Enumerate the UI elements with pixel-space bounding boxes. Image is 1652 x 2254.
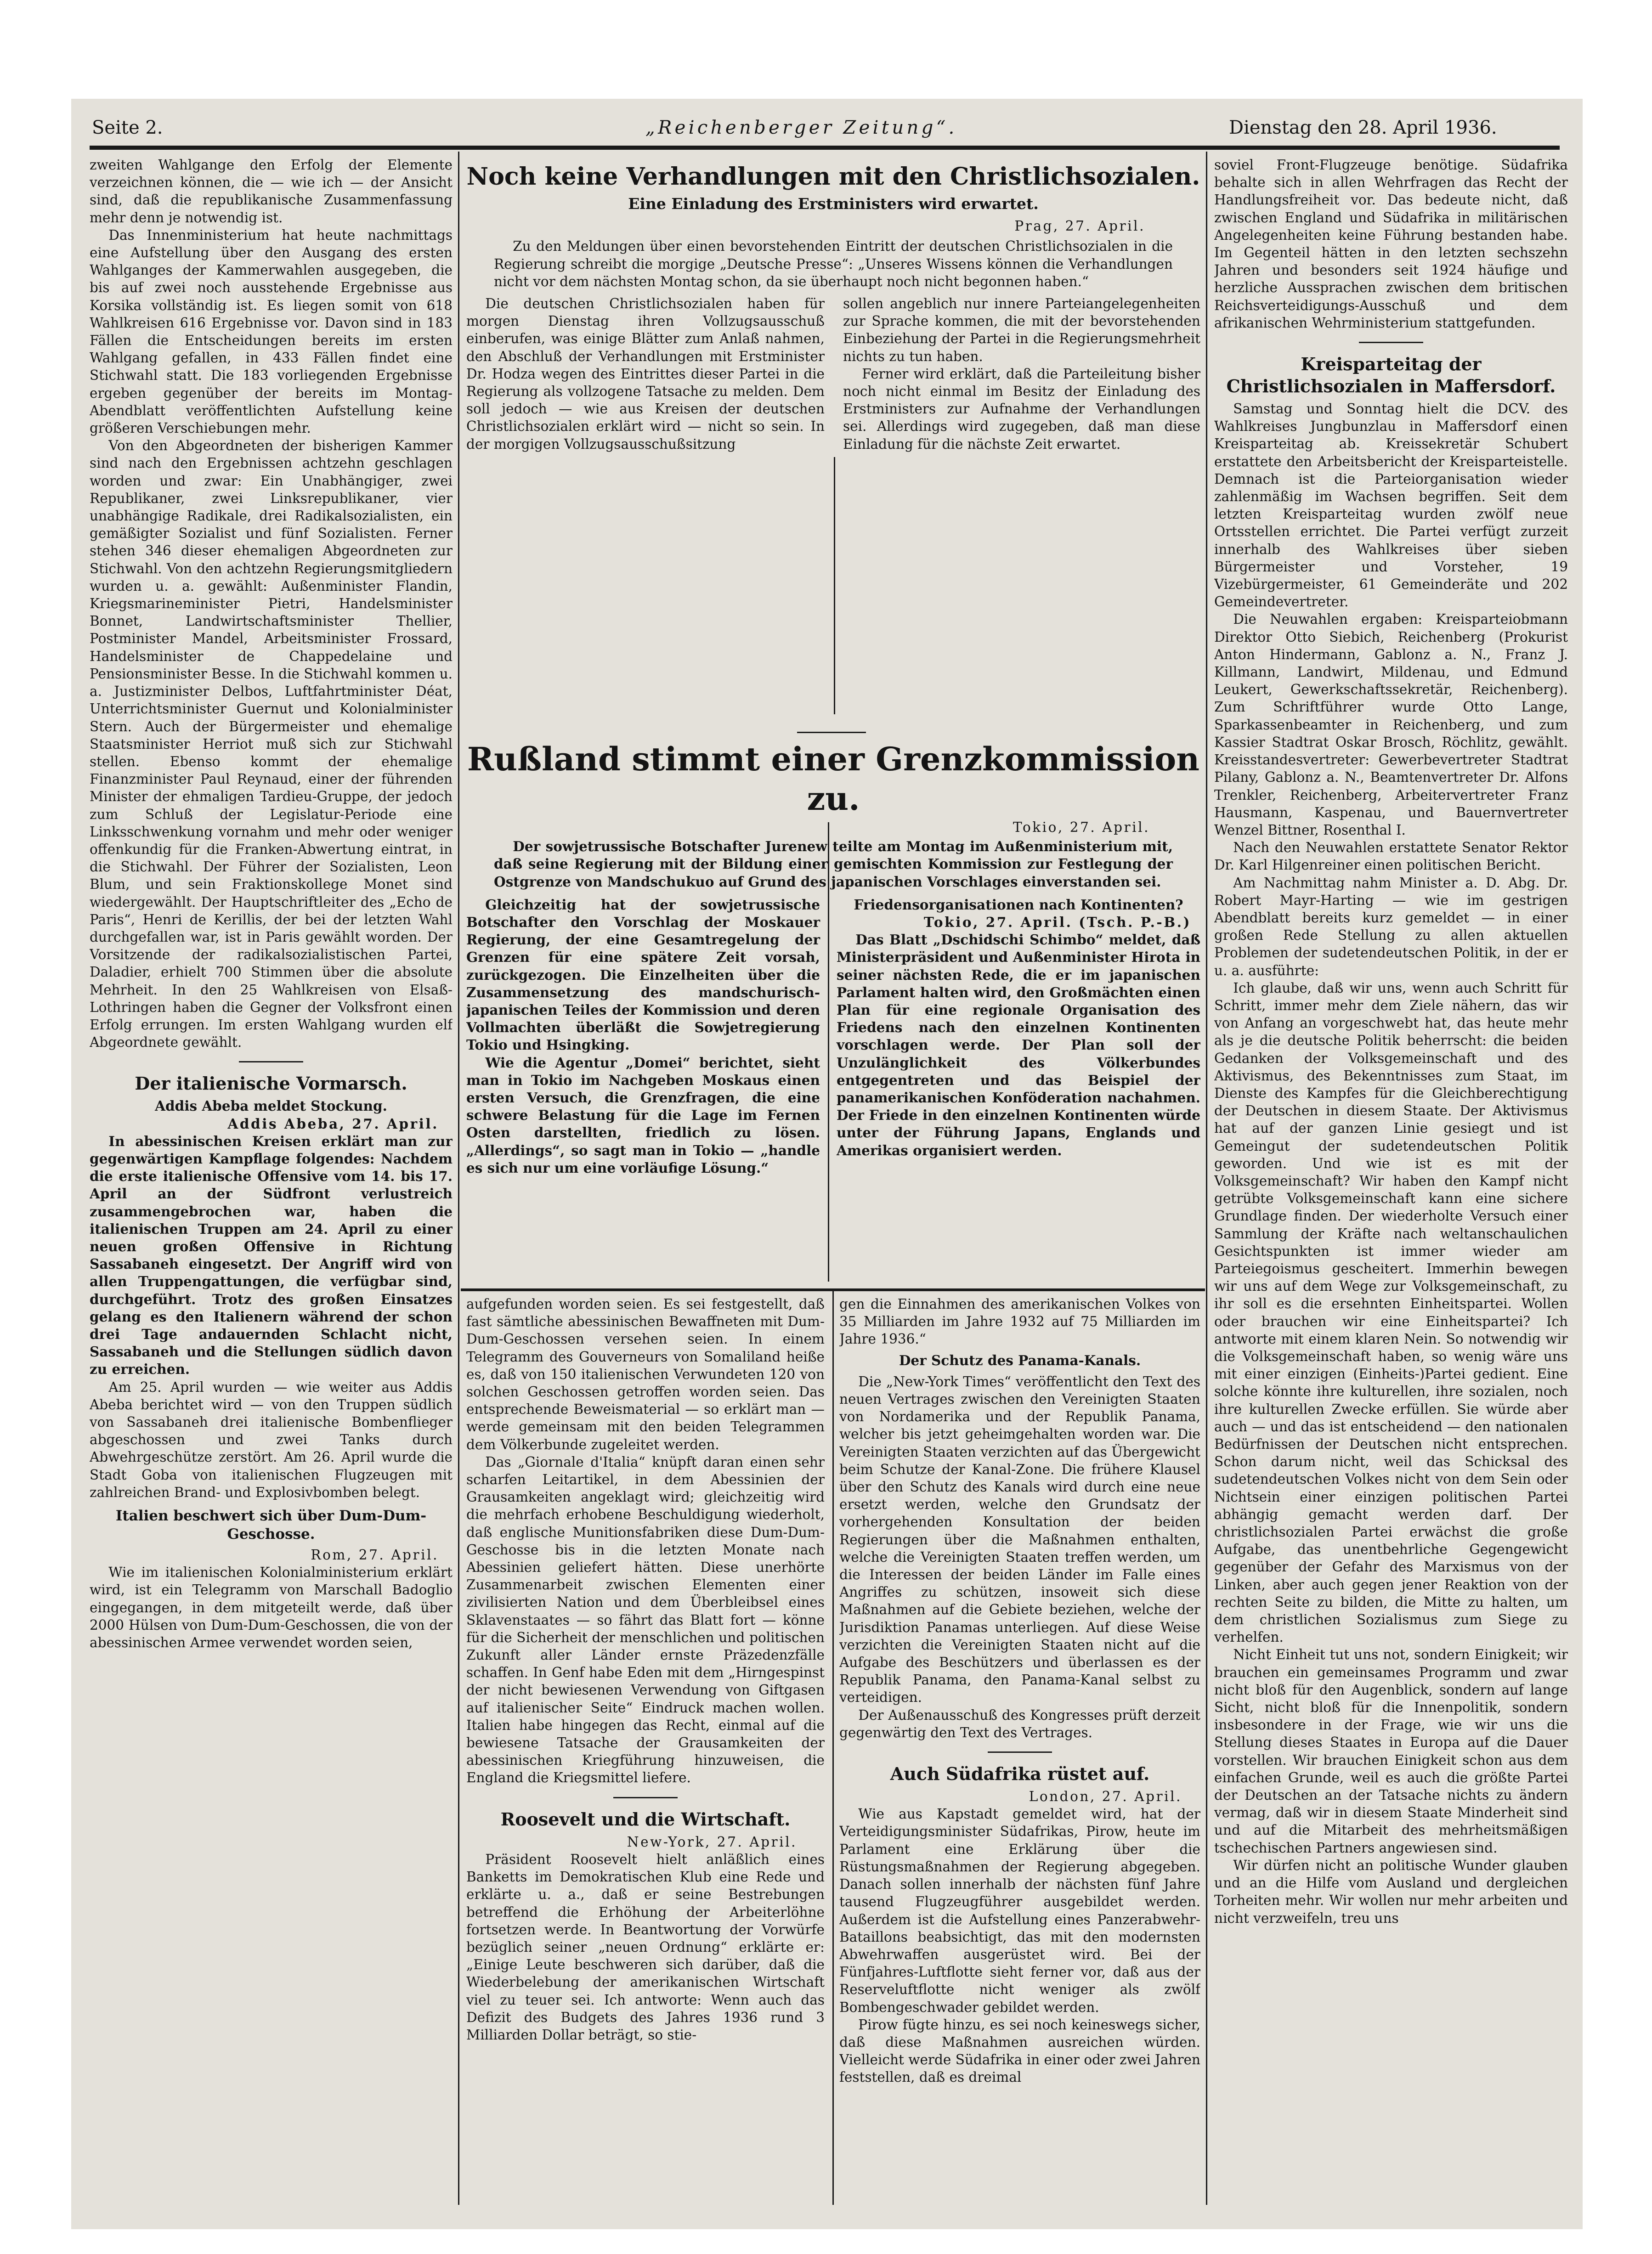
- paragraph: Wie die Agentur „Domei“ berichtet, sieht man in Tokio im Nachgeben Moskaus einen ersten Versuch, die Grenzfragen, die eine schwere Belastung für die Lage im Fernen Osten darstellten, friedlich zu lösen. „Allerdings“, so sagt man in Tokio — „handle es sich nur um eine vorläufige Lösung.“: [466, 1054, 820, 1176]
- headline-kreisparteitag: Kreisparteitag der Christlichsozialen in Maffersdorf.: [1226, 354, 1556, 397]
- column-rule-1: [458, 152, 459, 2205]
- paragraph: gen die Einnahmen des amerikanischen Volkes von 35 Milliarden im Jahre 1932 auf 75 Milliarden im Jahre 1936.“: [839, 1296, 1200, 1347]
- paragraph: Ich glaube, daß wir uns, wenn auch Schritt für Schritt, immer mehr dem Ziele nähern, das wir von Anfang an vorgeschwebt hat, das heute mehr als je die deutsche Politik beherrscht: die beiden Gedanken der Volksgemeinschaft und des Aktivismus, des Bekenntnisses zum Staat, im Dienste des Kampfes für die Gleichberechtigung der Deutschen in diesem Staate. Der Aktivismus hat auf der ganzen Linie gesiegt und ist Gemeingut der sudetendeutschen Politik geworden. Und wie ist es mit der Volksgemeinschaft? Wir haben den Kampf nicht getrübte Volksgemeinschaft kann eine sichere Grundlage finden. Der wiederholte Versuch einer Sammlung der Kräfte nach weltanschaulichen Gesichtspunkten ist immer wieder am Parteiegoismus gescheitert. Immerhin bewegen wir uns auf dem Wege zur Volksgemeinschaft, zu ihr soll es die ersehnten Einheitspartei. Wollen oder brauchen wir eine Einheitspartei? Ich antworte mit einem klaren Nein. So notwendig wir die Volksgemeinschaft haben, so wenig wäre uns mit einer einzigen (Einheits-)Partei gedient. Eine solche könnte ihre kulturellen, ihre sozialen, noch ihre kulturellen Zwecke erfüllen. Sie würde aber auch — und das ist entscheidend — den nationalen Bedürfnissen der Deutschen nicht entsprechen. Schon darum nicht, weil das Schicksal des sudetendeutschen Volkes nicht von dem Sein oder Nichtsein einer einzigen politischen Partei abhängig gemacht werden darf. Der christlichsozialen Partei erwächst die große Aufgabe, das unentbehrliche Gegengewicht gegenüber der Gefahr des Marxismus von der Linken, aber auch gegen jener Reaktion von der rechten Seite zu bilden, die Mitte zu halten, um dem christlichen Sozialismus zum Siege zu verhelfen.: [1214, 980, 1568, 1645]
- paragraph: Nicht Einheit tut uns not, sondern Einigkeit; wir brauchen ein gemeinsames Programm und zwar nicht bloß für den Augenblick, sondern auf lange Sicht, nicht bloß für die Innenpolitik, sondern insbesondere in der Frage, wie wir uns die Stellung dieses Staates in Europa auf die Dauer vorstellen. Wir brauchen Einigkeit schon aus dem einfachen Grunde, weil es auch die größte Partei der Deutschen an der Tatsache nichts zu ändern vermag, daß wir in diesem Staate Minderheit sind und auf die Mitarbeit des mehrheitsmäßigen tschechischen Partners angewiesen sind.: [1214, 1647, 1568, 1856]
- dateline: Tokio, 27. April.: [1013, 819, 1150, 835]
- headline-south-africa: Auch Südafrika rüstet auf.: [890, 1763, 1150, 1785]
- paragraph: Die Neuwahlen ergaben: Kreisparteiobmann Direktor Otto Siebich, Reichenberg (Prokurist Anton Hindermann, Gablonz a. N., Franz J. Killmann, Landwirt, Mildenau, und Edmund Leukert, Gewerkschaftssekretär, Reichenberg). Zum Schriftführer wurde Otto Lange, Sparkassenbeamter in Reichenberg, und zum Kassier Stadtrat Oskar Brosch, Röchlitz, gewählt. Kreisstandesvertreter: Gewerbevertreter Stadtrat Pilany, Gablonz a. N., Beamtenvertreter Dr. Alfons Trenkler, Reichenberg, Arbeitervertreter Franz Hausmann, Kaspenau, und Bauernvertreter Wenzel Bittner, Rosenthal I.: [1214, 611, 1568, 838]
- subheadline-panama: Der Schutz des Panama-Kanals.: [899, 1352, 1141, 1368]
- dateline: Rom, 27. April.: [311, 1547, 439, 1563]
- paragraph: Pirow fügte hinzu, es sei noch keineswegs sicher, daß diese Maßnahmen ausreichen würden. Vielleicht werde Südafrika in einer oder zwei Jahren feststellen, daß es dreimal: [839, 2017, 1200, 2085]
- article-left-column: [466, 295, 825, 453]
- lead-paragraph: Der sowjetrussische Botschafter Jurenew teilte am Montag im Außenministerium mit, daß seine Regierung mit der Bildung einer gemischten Kommission zur Festlegung der Ostgrenze von Mandschukuo auf Grund des japanischen Vorschlages einverstanden sei.: [494, 838, 1173, 890]
- dateline: Prag, 27. April.: [1014, 218, 1145, 234]
- paragraph: soviel Front-Flugzeuge benötige. Südafrika behalte sich in allen Wehrfragen das Recht der Handlungsfreiheit vor. Das bedeute nicht, daß zwischen England und Südafrika in militärischen Angelegenheiten keine Führung bestanden habe. Im Gegenteil hätten in den letzten sechszehn Jahren und besonders seit 1924 häufige und herzliche Aussprachen zwischen dem britischen Reichsverteidigungs-Ausschuß und dem afrikanischen Wehrministerium stattgefunden.: [1214, 157, 1568, 331]
- divider: [1359, 342, 1423, 343]
- paragraph: aufgefunden worden seien. Es sei festgestellt, daß fast sämtliche abessinischen Bewaffneten mit Dum-Dum-Geschossen versehen seien. In einem Telegramm des Gouverneurs von Somaliland heiße es, daß von 150 italienischen Verwundeten 120 von solchen Geschossen getroffen worden seien. Das entsprechende Beweismaterial — so erklärt man — werde gemeinsam mit den beiden Telegrammen dem Völkerbunde zugeleitet werden.: [466, 1296, 825, 1452]
- paragraph: Wie aus Kapstadt gemeldet wird, hat der Verteidigungsminister Südafrikas, Pirow, heute im Parlament eine Erklärung über die Rüstungsmaßnahmen der Regierung abgegeben. Danach sollen innerhalb der nächsten fünf Jahre tausend Flugzeugführer ausgebildet werden. Außerdem ist die Aufstellung eines Panzerabwehr-Bataillons beabsichtigt, das mit den modernsten Abwehrwaffen ausgerüstet wird. Bei der Fünfjahres-Luftflotte sieht ferner vor, daß aus der Reserveluftflotte nicht weniger als zwölf Bombengeschwader gebildet werden.: [839, 1806, 1200, 2015]
- paragraph: Präsident Roosevelt hielt anläßlich eines Banketts im Demokratischen Klub eine Rede und erklärte u. a., daß er seine Bestrebungen betreffend die Erhöhung der Arbeiterlöhne fortsetzen werde. In Beantwortung der Vorwürfe bezüglich seiner „neuen Ordnung“ erklärte er: „Einige Leute beschweren sich darüber, daß die Wiederbelebung der amerikanischen Wirtschaft viel zu teuer sei. Ich antworte: Wenn auch das Defizit des Budgets des Jahres 1936 rund 3 Milliarden Dollar beträgt, so stie-: [466, 1851, 825, 2043]
- page-number: Seite 2.: [92, 117, 163, 138]
- headline-italian-advance: Der italienische Vormarsch.: [135, 1073, 407, 1094]
- paragraph: Das Blatt „Dschidschi Schimbo“ meldet, daß Ministerpräsident und Außenminister Hirota in seiner nächsten Rede, die er im japanischen Parlament halten wird, den Großmächten einen Plan für eine regionale Organisation des Friedens nach den einzelnen Kontinenten vorschlagen werde. Der Plan soll der Unzulänglichkeit des Völkerbundes entgegentreten und das Beispiel der panamerikanischen Konföderation nachahmen. Der Friede in den einzelnen Kontinenten würde unter der Führung Japans, Englands und Amerikas organisiert werden.: [837, 932, 1200, 1158]
- divider: [797, 732, 866, 733]
- divider: [613, 1797, 678, 1798]
- paragraph: Die deutschen Christlichsozialen haben für morgen Dienstag ihren Vollzugsausschuß einberufen, was einige Blätter zum Anlaß nahmen, den Abschluß der Verhandlungen mit Erstminister Dr. Hodza wegen des Eintrittes dieser Partei in die Regierung als vollzogene Tatsache zu melden. Dem soll jedoch — wie aus Kreisen der deutschen Christlichsozialen erklärt wird — nicht so sein. In der morgigen Vollzugsausschußsitzung: [466, 296, 825, 452]
- paragraph: Am 25. April wurden — wie weiter aus Addis Abeba berichtet wird — von den Truppen südlich von Sassabaneh drei italienische Bombenflieger abgeschossen und zwei Tanks durch Abwehrgeschütze zerstört. Am 26. April wurde die Stadt Goba von italienischen Flugzeugen mit zahlreichen Brand- und Explosivbomben belegt.: [90, 1379, 453, 1500]
- dateline: Addis Abeba, 27. April.: [227, 1115, 439, 1132]
- paragraph: Nach den Neuwahlen erstattete Senator Rektor Dr. Karl Hilgenreiner einen politischen Bericht.: [1214, 840, 1568, 873]
- section-rule-mid: [461, 1288, 1205, 1291]
- paragraph: sollen angeblich nur innere Parteiangelegenheiten zur Sprache kommen, die mit der bevorstehenden Einbeziehung der Partei in die Regierungsmehrheit nichts zu tun haben.: [843, 296, 1200, 364]
- paragraph: Das Innenministerium hat heute nachmittags eine Aufstellung über den Ausgang des ersten Wahlganges der Kammerwahlen ausgegeben, die bis auf zwei noch ausstehende Ergebnisse aus Korsika vollständig ist. Es liegen somit von 618 Wahlkreisen 616 Ergebnisse vor. Davon sind in 183 Fällen die Entscheidungen bereits im ersten Wahlgang gefallen, in 433 Fällen findet eine Stichwahl statt. Die 183 vorliegenden Ergebnisse ergeben gegenüber der bereits im Montag-Abendblatt veröffentlichten Aufstellung keine größeren Verschiebungen mehr.: [90, 227, 453, 436]
- issue-date: Dienstag den 28. April 1936.: [1229, 117, 1497, 138]
- article-right-column: [843, 295, 1200, 453]
- paragraph: Gleichzeitig hat der sowjetrussische Botschafter den Vorschlag der Moskauer Regierung, der eine Gesamtregelung der Grenzen für eine spätere Zeit vorsah, zurückgezogen. Die Einzelheiten über die Zusammensetzung des mandschurisch-japanischen Teiles der Kommission und deren Vollmachten überläßt die Sowjetregierung Tokio und Hsingking.: [466, 896, 820, 1053]
- article-right-column: [837, 896, 1200, 1177]
- paragraph: Am Nachmittag nahm Minister a. D. Abg. Dr. Robert Mayr-Harting — wie im gestrigen Abendblatt bereits kurz gemeldet — in einer großen Rede Stellung zu allen aktuellen Problemen der sudetendeutschen Politik, in der er u. a. ausführte:: [1214, 875, 1568, 978]
- subheadline: Friedensorganisationen nach Kontinenten?: [854, 896, 1183, 913]
- paragraph: zweiten Wahlgange den Erfolg der Elemente verzeichnen können, die — wie ich — der Ansicht sind, daß die republikanische Zusammenfassung mehr denn je notwendig ist.: [90, 157, 453, 226]
- paragraph: Ferner wird erklärt, daß die Parteileitung bisher noch nicht einmal im Besitz der Einladung des Erstministers zur Aufnahme der Verhandlungen sei. Allerdings wird zugegeben, daß man diese Einladung für die nächste Zeit erwartet.: [843, 366, 1200, 452]
- dateline: Tokio, 27. April. (Tsch. P.-B.): [923, 914, 1191, 931]
- column-rule-bottom-mid: [832, 1291, 834, 2205]
- paragraph: Wie im italienischen Kolonialministerium erklärt wird, ist ein Telegramm von Marschall Badoglio eingegangen, in dem mitgeteilt werde, daß über 2000 Hülsen von Dum-Dum-Geschossen, die von der abessinischen Armee verwendet worden seien,: [90, 1565, 453, 1651]
- column-rule-3: [1206, 152, 1207, 2205]
- paragraph: Samstag und Sonntag hielt die DCV. des Wahlkreises Jungbunzlau in Maffersdorf einen Kreisparteitag ab. Kreissekretär Schubert erstattete den Arbeitsbericht der Kreisparteistelle. Demnach ist die Parteiorganisation wieder zahlenmäßig im Wachsen begriffen. Seit dem letzten Kreisparteitag wurden zwölf neue Ortsstellen errichtet. Die Partei verfügt zurzeit innerhalb des Wahlkreises über sieben Bürgermeister und Vorsteher, 19 Vizebürgermeister, 61 Gemeinderäte und 202 Gemeindevertreter.: [1214, 401, 1568, 610]
- paragraph: Der Außenausschuß des Kongresses prüft derzeit gegenwärtig den Text des Vertrages.: [839, 1707, 1200, 1740]
- article-christlichsoziale: [466, 158, 1200, 728]
- article-left-column: [466, 896, 820, 1177]
- dateline: New-York, 27. April.: [627, 1834, 797, 1850]
- column-4: [1214, 156, 1568, 2205]
- paragraph: Wir dürfen nicht an politische Wunder glauben und an die Hilfe vom Ausland und dergleichen Torheiten mehr. Wir wollen nur mehr arbeiten und nicht verzweifeln, treu uns: [1214, 1857, 1568, 1926]
- dateline: London, 27. April.: [1029, 1789, 1182, 1805]
- subheadline: Eine Einladung des Erstministers wird erwartet.: [628, 195, 1039, 213]
- divider: [239, 1061, 303, 1062]
- headline-dum-dum: Italien beschwert sich über Dum-Dum-Geschosse.: [115, 1508, 427, 1543]
- paragraph: In abessinischen Kreisen erklärt man zur gegenwärtigen Kampflage folgendes: Nachdem die erste italienische Offensive vom 14. bis 17. April an der Südfront verlustreich zusammengebrochen war, haben die italienischen Truppen am 24. April zu einer neuen großen Offensive in Richtung Sassabaneh eingesetzt. Der Angriff wird von allen Truppengattungen, die verfügbar sind, durchgeführt. Trotz des großen Einsatzes gelang es den Italienern während der schon drei Tage andauernden Schlacht nicht, Sassabaneh und die Stellungen südlich davon zu erreichen.: [90, 1133, 453, 1378]
- headline-russia: Rußland stimmt einer Grenzkommission zu.: [467, 740, 1200, 818]
- paragraph: Von den Abgeordneten der bisherigen Kammer sind nach den Ergebnissen achtzehn geschlagen worden und zwar: Ein Unabhängiger, zwei Republikaner, zwei Linksrepublikaner, vier unabhängige Radikale, drei Radikalsozialisten, ein gemäßigter Sozialist und fünf Sozialisten. Ferner stehen 346 dieser ehemaligen Abgeordneten zur Stichwahl. Von den achtzehn Regierungsmitgliedern wurden u. a. gewählt: Außenminister Flandin, Kriegsmarineminister Pietri, Handelsminister Bonnet, Landwirtschaftsminister Thellier, Postminister Mandel, Arbeitsminister Frossard, Handelsminister de Chappedelaine und Pensionsminister Besse. In die Stichwahl kommen u. a. Justizminister Delbos, Luftfahrtminister Déat, Unterrichtsminister Guernut und Kolonialminister Stern. Auch der Bürgermeister und ehemalige Staatsminister Herriot muß sich zur Stichwahl stellen. Ebenso kommt der ehemalige Finanzminister Paul Reynaud, einer der führenden Minister der ehmaligen Tardieu-Gruppe, der jedoch zum Schluß der Legislatur-Periode eine Linksschwenkung vornahm und mehr oder weniger offenkundig für die Franken-Abwertung eintrat, in die Stichwahl. Der Führer der Sozialisten, Leon Blum, und sein Fraktionskollege Monet sind wiedergewählt. Der Hauptschriftleiter des „Echo de Paris“, Henri de Kerillis, der bei der letzten Wahl durchgefallen war, ist in Paris gewählt worden. Der Vorsitzende der radikalsozialistischen Partei, Daladier, erhielt 700 Stimmen über die absolute Mehrheit. In den 25 Wahlkreisen von Elsaß-Lothringen haben die Gegner der Volksfront einen Erfolg errungen. Im ersten Wahlgang wurden elf Abgeordnete gewählt.: [90, 438, 453, 1051]
- subheadline: Addis Abeba meldet Stockung.: [155, 1098, 387, 1114]
- divider: [988, 1751, 1052, 1753]
- paragraph: Das „Giornale d'Italia“ knüpft daran einen sehr scharfen Leitartikel, in dem Abessinien der Grausamkeiten angeklagt wird; gleichzeitig wird die mehrfach erhobene Beschuldigung wiederholt, daß englische Munitionsfabriken diese Dum-Dum-Geschosse bis in die letzten Monate nach Abessinien geliefert hätten. Diese unerhörte Zusammenarbeit zwischen Elementen einer zivilisierten Nation und dem Überbleibsel eines Sklavenstaates — so fährt das Blatt fort — könne für die Sicherheit der menschlichen und politischen Zukunft aller Länder ernste Präzedenzfälle schaffen. In Genf habe Eden mit dem „Hirngespinst der nicht bewiesenen Verwendung von Giftgasen auf italienischer Seite“ Eindruck machen wollen. Italien habe hingegen das Recht, einmal auf die bewiesene Tatsache der Grausamkeiten der abessinischen Kriegführung hinzuweisen, die England die Kriegsmittel liefere.: [466, 1454, 825, 1786]
- headline-christlichsoziale: Noch keine Verhandlungen mit den Christlichsozialen.: [466, 163, 1200, 191]
- article-russia: [466, 740, 1200, 1282]
- newspaper-page: [71, 99, 1583, 2229]
- header-rule: [90, 146, 1560, 150]
- headline-roosevelt: Roosevelt und die Wirtschaft.: [500, 1808, 791, 1830]
- paragraph: Die „New-York Times“ veröffentlicht den Text des neuen Vertrages zwischen den Vereinigten Staaten von Nordamerika und der Republik Panama, welcher bis jetzt geheimgehalten worden war. Die Vereinigten Staaten verzichten auf das Übergewicht beim Schutze der Kanal-Zone. Die frühere Klausel über den Schutz des Kanals wird durch eine neue ersetzt werden, welche den Grundsatz der vorhergehenden Konsultation der beiden Regierungen über die Maßnahmen enthalten, welche die Vereinigten Staaten treffen werden, um die Interessen der beiden Länder im Falle eines Angriffes zu schützen, insoweit sich diese Maßnahmen auf die Gebiete beziehen, welche der Jurisdiktion Panamas unterliegen. Auf diese Weise verzichten die Vereinigten Staaten nicht auf die Aufgabe des Beschützers und überlassen es der Republik Panama, den Panama-Kanal selbst zu verteidigen.: [839, 1373, 1200, 1706]
- column-3-bottom: [839, 1295, 1200, 2205]
- lead-paragraph: Zu den Meldungen über einen bevorstehenden Eintritt der deutschen Christlichsozialen in die Regierung schreibt die morgige „Deutsche Presse“: „Unseres Wissens können die Verhandlungen nicht vor dem nächsten Montag schon, da sie überhaupt noch nicht begonnen haben.“: [494, 238, 1173, 289]
- column-2-bottom: [466, 1295, 825, 2205]
- column-1: [90, 156, 453, 2205]
- newspaper-title: „Reichenberger Zeitung“.: [645, 117, 957, 138]
